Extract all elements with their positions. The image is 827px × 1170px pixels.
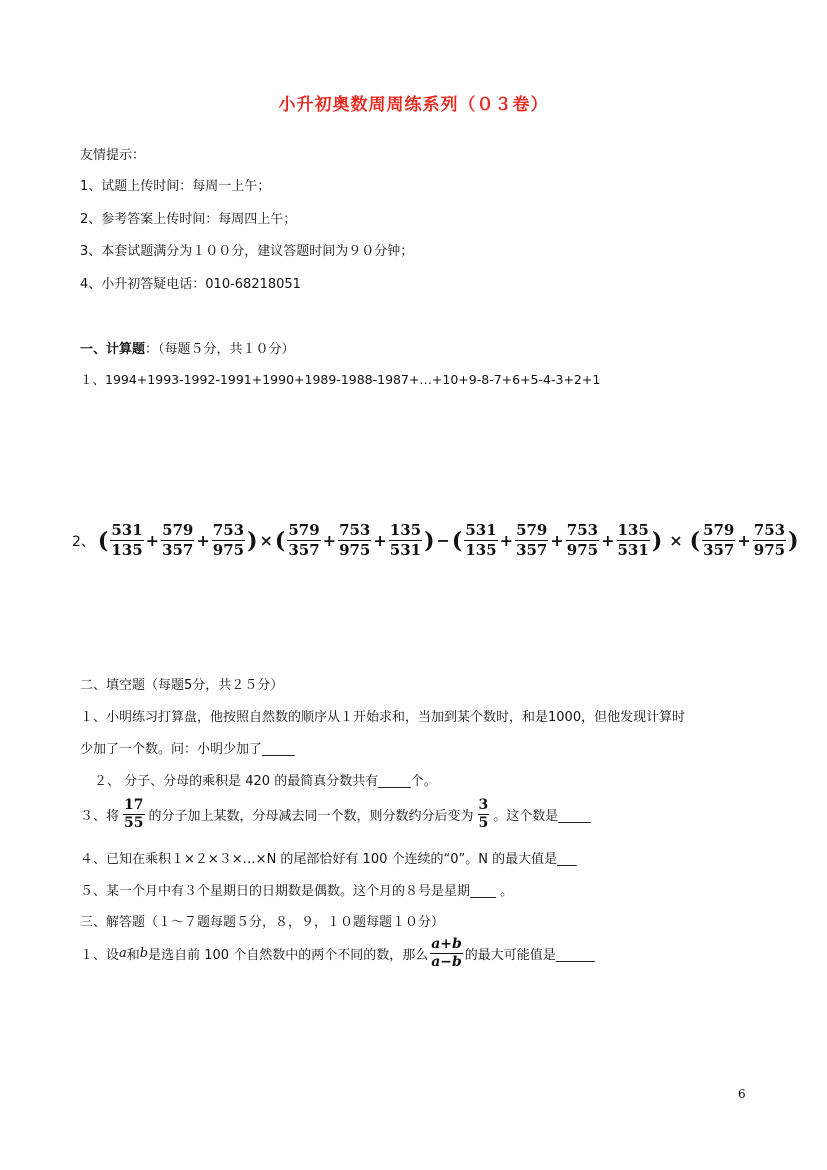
- open-paren: (: [451, 527, 463, 554]
- close-paren: ): [651, 527, 663, 554]
- fraction-numerator: 3: [478, 797, 489, 813]
- fraction: [389, 522, 422, 559]
- question-3-1-mid: 是选自前 100 个自然数中的两个不同的数，那么: [148, 948, 429, 963]
- plus-operator: +: [145, 531, 160, 550]
- close-paren: ): [788, 527, 799, 554]
- fraction: [287, 522, 320, 559]
- fraction: [753, 522, 786, 559]
- fraction-numerator: 579: [516, 521, 548, 539]
- fraction-denominator: 55: [124, 815, 144, 831]
- fraction: [515, 522, 548, 559]
- question-2-1-line2: 少加了一个数。问：小明少加了_____: [80, 742, 295, 757]
- question-2-4: ４、已知在乘积１×２×３×…×N 的尾部恰好有 100 个连续的“0”。N 的最大值是___: [80, 852, 577, 867]
- page-title: 小升初奥数周周练系列（０３卷）: [278, 95, 549, 115]
- tip-item: 1、试题上传时间：每周一上午；: [80, 179, 271, 194]
- variable-b: b: [139, 946, 149, 961]
- fraction: [566, 522, 599, 559]
- fraction-denominator: 975: [566, 541, 599, 559]
- fraction: [617, 522, 650, 559]
- fraction-3-5: [478, 797, 490, 832]
- question-2-5: ５、某一个月中有３个星期日的日期数是偶数。这个月的８号是星期____ 。: [80, 884, 514, 899]
- question-3-1-and: 和: [126, 948, 140, 963]
- tip-item: 4、小升初答疑电话：010-68218051: [80, 277, 301, 292]
- fraction-numerator: 753: [566, 521, 599, 539]
- fraction-denominator: 135: [111, 541, 143, 559]
- fraction-numerator: 135: [389, 521, 422, 539]
- fraction: [702, 522, 735, 559]
- fraction-numerator: 17: [124, 797, 144, 813]
- fraction-numerator: 531: [111, 521, 143, 539]
- section1-heading: [80, 338, 295, 357]
- page-number: 6: [738, 1087, 746, 1101]
- fraction-numerator: 531: [465, 521, 497, 539]
- fraction-denominator: 357: [288, 541, 320, 559]
- fraction: [212, 522, 245, 559]
- tips-heading: 友情提示：: [80, 148, 146, 163]
- fraction-numerator: 753: [339, 521, 371, 539]
- fraction-denominator: 5: [478, 815, 489, 831]
- tip-item: 3、本套试题满分为１００分，建议答题时间为９０分钟；: [80, 244, 414, 259]
- operator: −: [436, 531, 450, 550]
- fraction-denominator: 975: [339, 541, 371, 559]
- fraction: [110, 522, 143, 559]
- fraction-numerator: 753: [212, 521, 245, 539]
- section1-heading-bold: 一、计算题: [80, 342, 146, 357]
- plus-operator: +: [373, 531, 387, 550]
- plus-operator: +: [550, 531, 564, 550]
- variable-a: a: [119, 946, 127, 961]
- open-paren: (: [274, 527, 286, 554]
- fraction-numerator: 579: [703, 521, 735, 539]
- fraction-denominator: a−b: [431, 954, 462, 970]
- section1-heading-rest: ：（每题５分，共１０分）: [145, 342, 295, 357]
- fraction: [338, 522, 371, 559]
- fraction-denominator: 135: [465, 541, 497, 559]
- plus-operator: +: [196, 531, 210, 550]
- fraction-denominator: 531: [389, 541, 422, 559]
- question-3-1-post: 的最大可能值是______: [464, 948, 595, 963]
- question-3-1-pre: １、设: [80, 948, 120, 963]
- plus-operator: +: [601, 531, 615, 550]
- plus-operator: +: [737, 531, 751, 550]
- question-2-3-pre: ３、将: [80, 809, 120, 824]
- close-paren: ): [247, 527, 258, 554]
- question-1-2-expression: [72, 522, 800, 559]
- fraction-numerator: 579: [162, 521, 194, 539]
- fraction: [464, 522, 497, 559]
- fraction-denominator: 975: [212, 541, 245, 559]
- tip-item: 2、参考答案上传时间：每周四上午；: [80, 212, 297, 227]
- operator: ×: [669, 531, 683, 550]
- open-paren: (: [689, 527, 701, 554]
- question-2-3-post: 。这个数是_____: [493, 809, 591, 824]
- fraction-numerator: 579: [288, 521, 320, 539]
- fraction-numerator: a+b: [431, 936, 462, 952]
- section2-heading: 二、填空题（每题5分，共２５分）: [80, 678, 284, 693]
- section3-heading: 三、解答题（１～７题每题５分，８，９，１０题每题１０分）: [80, 915, 445, 930]
- question-1-1: １、1994+1993-1992-1991+1990+1989-1988-1987+…+10+9-8-7+6+5-4-3+2+1: [80, 372, 601, 387]
- fraction-denominator: 357: [703, 541, 735, 559]
- fraction-numerator: 135: [617, 521, 649, 539]
- fraction-denominator: 975: [753, 541, 786, 559]
- fraction-17-55: [123, 797, 144, 832]
- question-2-2: ２、 分子、分母的乘积是 420 的最简真分数共有_____个。: [94, 774, 437, 789]
- close-paren: ): [424, 527, 435, 554]
- plus-operator: +: [499, 531, 514, 550]
- fraction-denominator: 357: [162, 541, 194, 559]
- plus-operator: +: [322, 531, 337, 550]
- operator: ×: [259, 531, 273, 550]
- question-3-1: [80, 936, 595, 971]
- fraction-numerator: 753: [753, 521, 786, 539]
- fraction-denominator: 531: [617, 541, 649, 559]
- fraction-denominator: 357: [516, 541, 548, 559]
- fraction-a-plus-b-over-a-minus-b: [430, 936, 463, 971]
- open-paren: (: [97, 527, 109, 554]
- question-2-3: [80, 797, 591, 832]
- question-2-3-mid: 的分子加上某数，分母减去同一个数，则分数约分后变为: [148, 809, 474, 824]
- question-2-1-line1: １、小明练习打算盘，他按照自然数的顺序从１开始求和，当加到某个数时，和是1000，但他发现计算时: [80, 710, 686, 725]
- question-1-2-label: 2、: [72, 533, 95, 550]
- fraction: [161, 522, 194, 559]
